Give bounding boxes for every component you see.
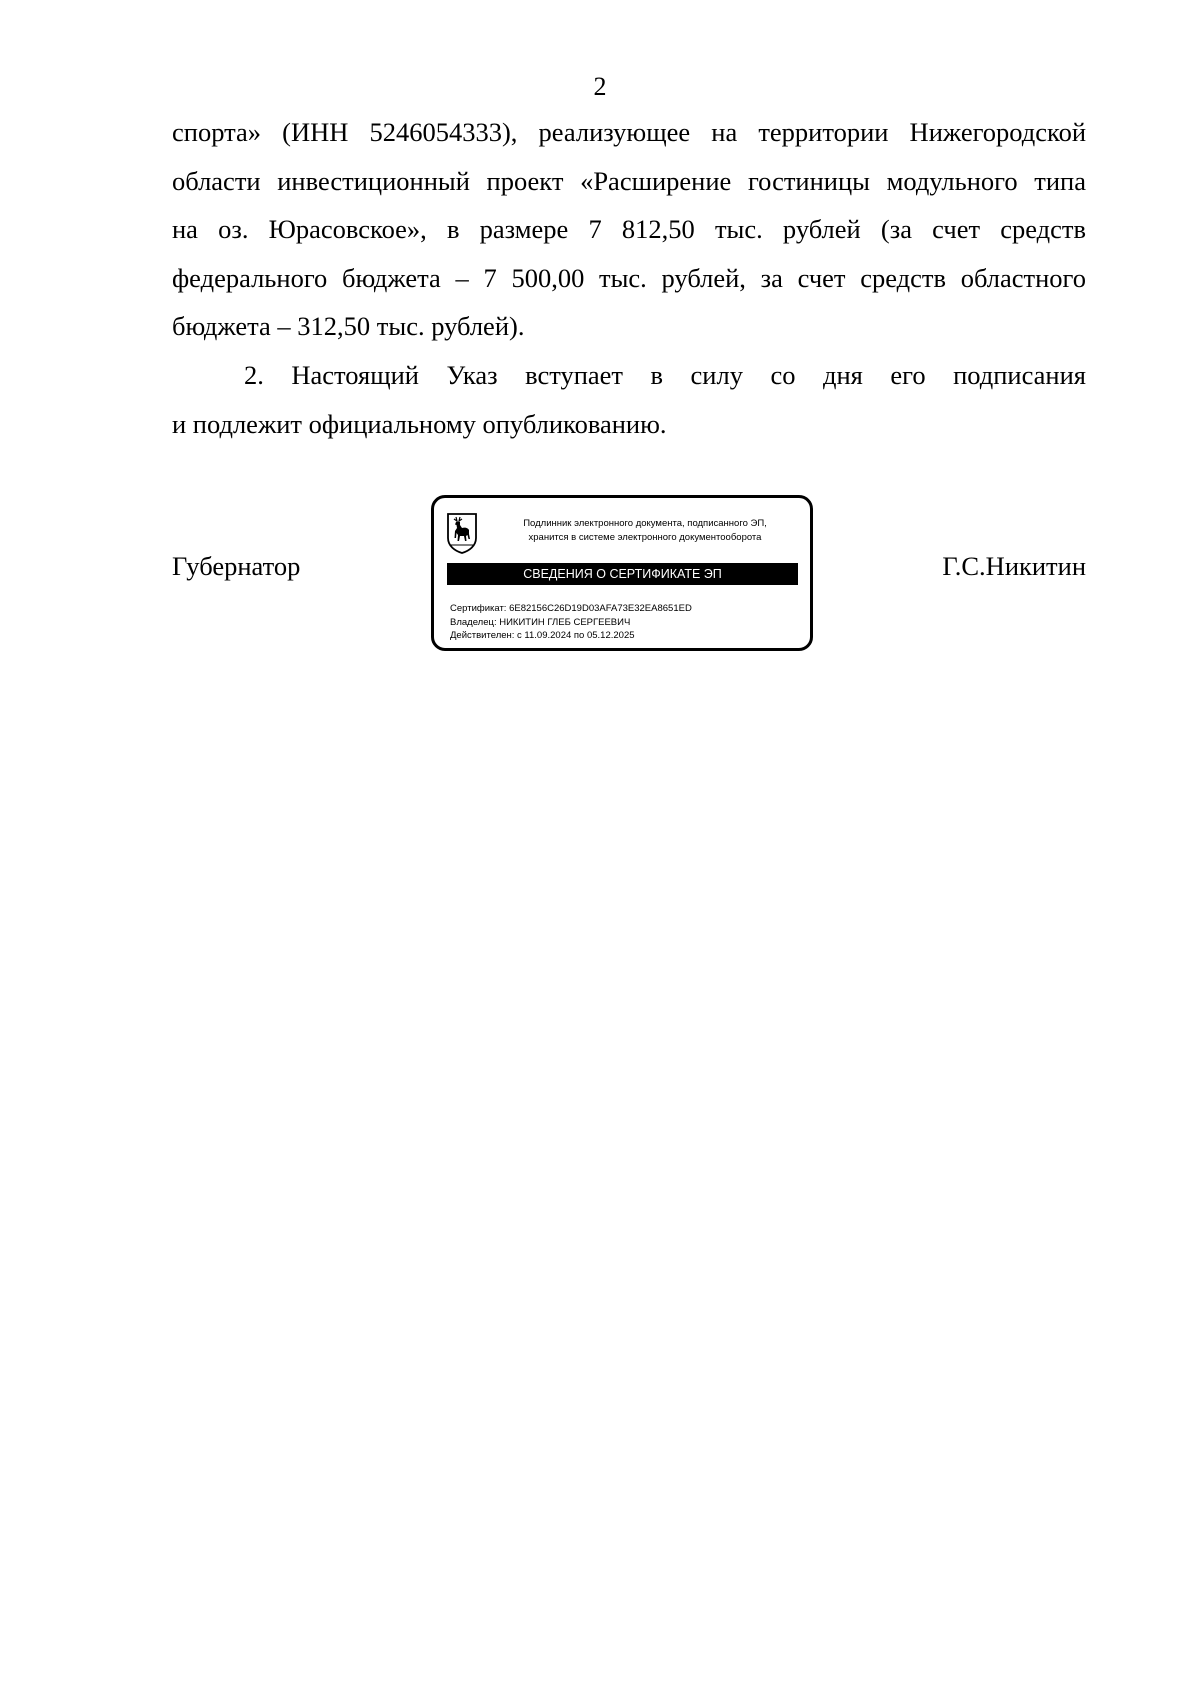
text-line: и подлежит официальному опубликованию.	[172, 408, 667, 439]
certificate-validity: Действителен: с 11.09.2024 по 05.12.2025	[450, 630, 635, 641]
stamp-header	[484, 517, 806, 545]
certificate-number: Сертификат: 6E82156C26D19D03AFA73E32EA8651ED	[450, 603, 692, 614]
electronic-signature-stamp	[431, 495, 813, 651]
coat-of-arms-icon	[446, 512, 478, 554]
page-number: 2	[593, 72, 607, 101]
signer-name: Г.С.Никитин	[942, 551, 1086, 581]
text-line: на оз. Юрасовское», в размере 7 812,50 тыс. рублей (за счет средств	[172, 214, 1086, 244]
stamp-details	[450, 602, 692, 643]
text-line: федерального бюджета – 7 500,00 тыс. рублей, за счет средств областного	[172, 262, 1086, 293]
certificate-owner: Владелец: НИКИТИН ГЛЕБ СЕРГЕЕВИЧ	[450, 616, 631, 628]
signer-title: Губернатор	[172, 551, 301, 581]
text-line: области инвестиционный проект «Расширение гостиницы модульного типа	[172, 165, 1086, 196]
stamp-header-line: Подлинник электронного документа, подписанного ЭП,	[523, 518, 767, 529]
text-line: бюджета – 312,50 тыс. рублей).	[172, 311, 525, 341]
text-line: 2. Настоящий Указ вступает в силу со дня его подписания	[244, 360, 1086, 390]
stamp-banner: СВЕДЕНИЯ О СЕРТИФИКАТЕ ЭП	[447, 563, 798, 585]
stamp-header-line: хранится в системе электронного документооборота	[528, 532, 762, 543]
paragraph-continued	[172, 108, 1086, 351]
paragraph-item-2	[172, 351, 1086, 448]
text-line: спорта» (ИНН 5246054333), реализующее на территории Нижегородской	[172, 117, 1086, 147]
